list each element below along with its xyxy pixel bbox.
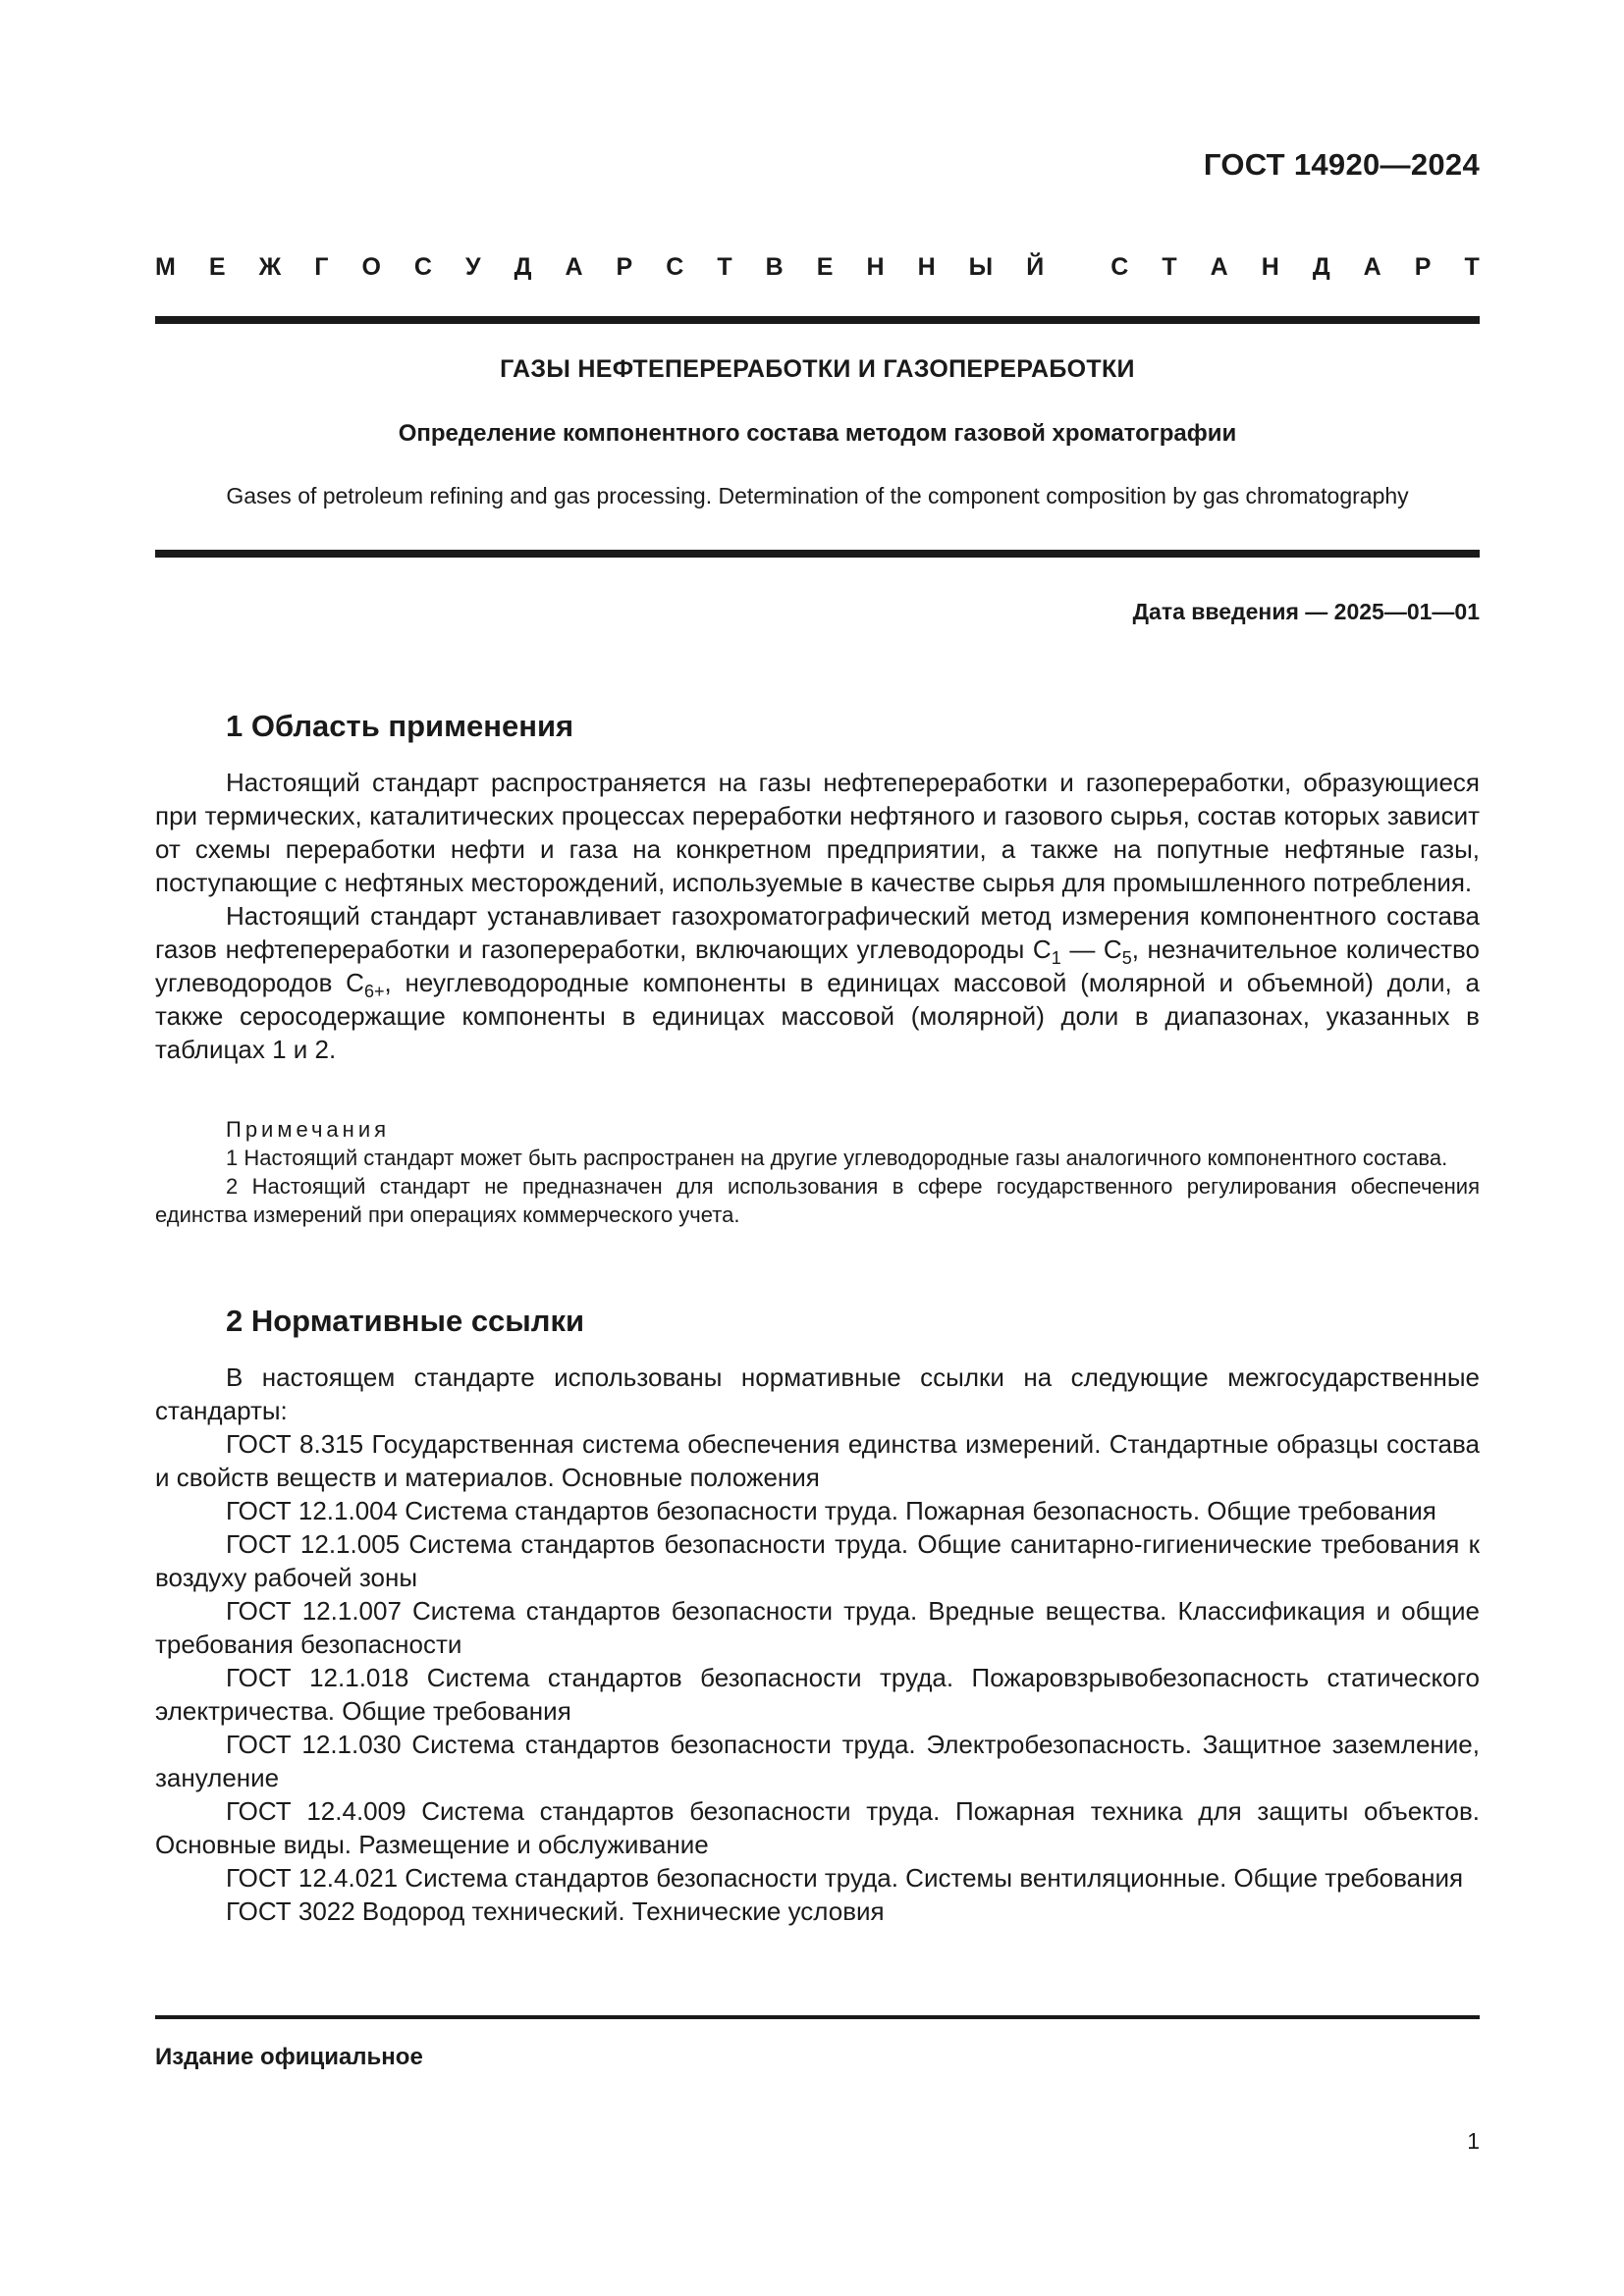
document-title: ГАЗЫ НЕФТЕПЕРЕРАБОТКИ И ГАЗОПЕРЕРАБОТКИ [500, 355, 1135, 383]
notes-block [155, 1115, 1480, 1229]
banner-letter: Д [1312, 253, 1330, 281]
paragraph-text: , незначительное количество углеводородов С [155, 934, 1480, 997]
banner-letter: У [465, 253, 481, 281]
section-2-heading: 2 Нормативные ссылки [226, 1304, 585, 1338]
banner-letter: Т [717, 253, 732, 281]
page-number: 1 [1467, 2128, 1480, 2154]
title-divider [155, 550, 1480, 558]
subscript: 6+ [363, 982, 385, 1001]
reference-item: ГОСТ 12.1.030 Система стандартов безопасности труда. Электробезопасность. Защитное заземление, зануление [155, 1730, 1480, 1792]
reference-item: ГОСТ 12.4.021 Система стандартов безопасности труда. Системы вентиляционные. Общие требования [226, 1863, 1464, 1893]
official-edition-label: Издание официальное [155, 2044, 423, 2070]
notes-label: Примечания [226, 1117, 391, 1142]
standard-number: ГОСТ 14920—2024 [1203, 147, 1480, 182]
document-subtitle: Определение компонентного состава методом газовой хроматографии [398, 420, 1237, 447]
banner-letter: Н [866, 253, 885, 281]
banner-letter: Е [208, 253, 226, 281]
section-2-intro: В настоящем стандарте использованы нормативные ссылки на следующие межгосударственные стандарты: [155, 1362, 1480, 1425]
introduction-date: Дата введения — 2025—01—01 [1132, 599, 1480, 624]
reference-item: ГОСТ 12.1.005 Система стандартов безопасности труда. Общие санитарно-гигиенические требования к воздуху рабочей зоны [155, 1529, 1480, 1592]
banner-letter: А [1363, 253, 1381, 281]
banner-letter: Н [917, 253, 936, 281]
banner-letter: С [666, 253, 684, 281]
subscript: 5 [1121, 948, 1132, 968]
reference-item: ГОСТ 12.1.004 Система стандартов безопасности труда. Пожарная безопасность. Общие требования [226, 1496, 1436, 1525]
banner-letter: С [413, 253, 432, 281]
banner-letter: М [155, 253, 176, 281]
banner-letter: Ы [968, 253, 994, 281]
reference-item: ГОСТ 12.4.009 Система стандартов безопасности труда. Пожарная техника для защиты объектов. Основные виды. Размещение и обслуживание [155, 1796, 1480, 1859]
reference-item: ГОСТ 12.1.007 Система стандартов безопасности труда. Вредные вещества. Классификация и общие требования безопасности [155, 1596, 1480, 1659]
banner-letter: Т [1464, 253, 1480, 281]
banner-letter: Г [314, 253, 329, 281]
reference-item: ГОСТ 12.1.018 Система стандартов безопасности труда. Пожаровзрывобезопасность статического электричества. Общие требования [155, 1663, 1480, 1726]
section-2-body [155, 1361, 1480, 1928]
banner-letter: С [1110, 253, 1129, 281]
banner-letter: Р [616, 253, 633, 281]
header-divider [155, 316, 1480, 324]
banner-letter: Е [816, 253, 834, 281]
banner-letter: А [565, 253, 583, 281]
banner-letter: Й [1026, 253, 1045, 281]
banner-letter: Т [1162, 253, 1177, 281]
banner-letter: Ж [258, 253, 282, 281]
reference-item: ГОСТ 8.315 Государственная система обеспечения единства измерений. Стандартные образцы состава и свойств веществ и материалов. Основные положения [155, 1429, 1480, 1492]
paragraph-text: , неуглеводородные компоненты в единицах массовой (молярной и объемной) доли, а также серосодержащие компоненты в единицах массовой (молярной) доли в диапазонах, указанных в таблицах 1 и 2. [155, 968, 1481, 1064]
note-2: 2 Настоящий стандарт не предназначен для использования в сфере государственного регулирования обеспечения единства измерений при операциях коммерческого учета. [155, 1174, 1480, 1227]
banner-letter: О [361, 253, 381, 281]
document-page [155, 0, 1480, 2296]
paragraph-text: Настоящий стандарт устанавливает газохроматографический метод измерения компонентного состава газов нефтепереработки и газопереработки, включающих углеводороды С [155, 901, 1480, 964]
banner-letter: Н [1261, 253, 1279, 281]
paragraph-text: — С [1060, 934, 1122, 964]
section-1-body [155, 766, 1480, 1066]
banner-letter: В [765, 253, 784, 281]
subscript: 1 [1051, 948, 1061, 968]
banner-letter: Д [514, 253, 532, 281]
english-title: Gases of petroleum refining and gas processing. Determination of the component composition by gas chromatography [226, 483, 1409, 508]
section-1-heading: 1 Область применения [226, 709, 574, 743]
banner-letter: А [1210, 253, 1228, 281]
interstate-standard-banner [155, 253, 1480, 282]
footer-divider [155, 2015, 1480, 2019]
banner-letter: Р [1414, 253, 1432, 281]
section-1-paragraph-1: Настоящий стандарт распространяется на газы нефтепереработки и газопереработки, образующиеся при термических, каталитических процессах переработки нефтяного и газового сырья, состав которых зависит от схемы переработки нефти и газа на конкретном предприятии, а также на попутные нефтяные газы, поступающие с нефтяных месторождений, используемые в качестве сырья для промышленного потребления. [155, 768, 1480, 897]
reference-item: ГОСТ 3022 Водород технический. Технические условия [226, 1896, 885, 1926]
section-1-paragraph-2 [155, 899, 1480, 1066]
note-1: 1 Настоящий стандарт может быть распространен на другие углеводородные газы аналогичного компонентного состава. [226, 1146, 1448, 1170]
